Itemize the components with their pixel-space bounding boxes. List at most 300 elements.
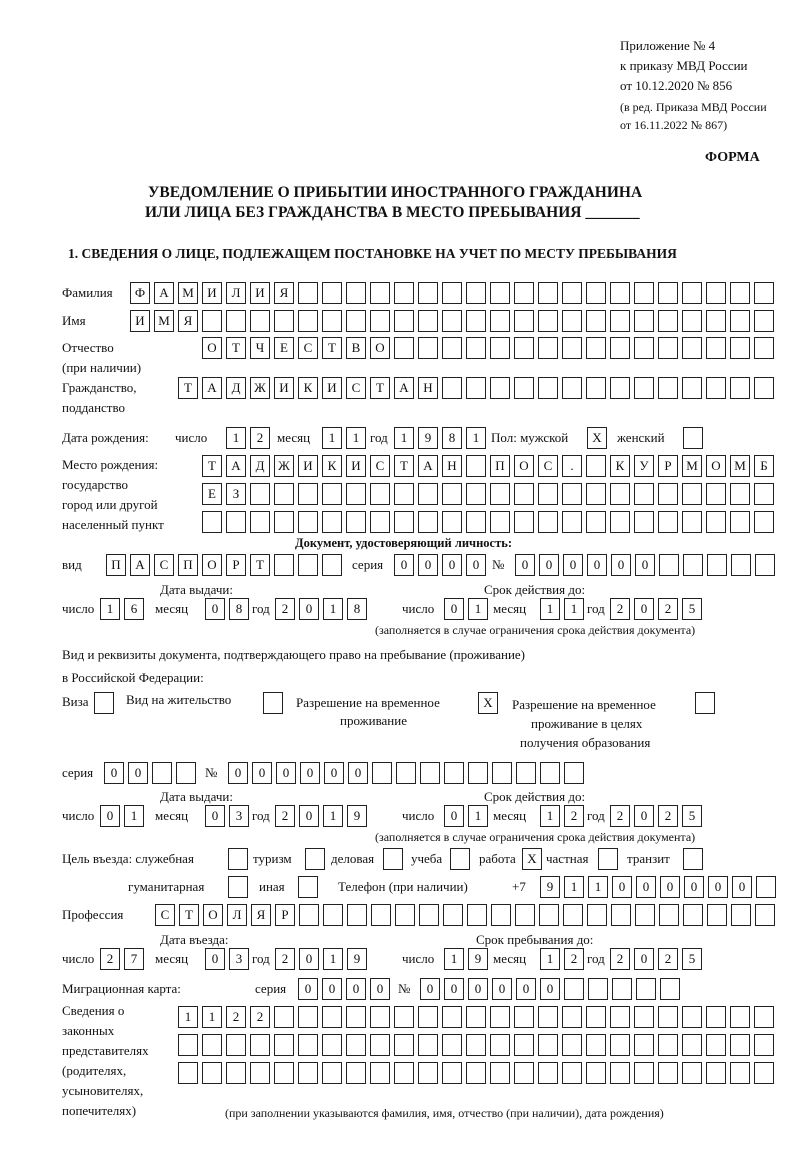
char-box[interactable] [370,282,390,304]
char-box[interactable] [562,1006,582,1028]
char-box[interactable]: М [730,455,750,477]
char-box[interactable] [228,848,248,870]
char-box[interactable] [202,310,222,332]
char-box[interactable] [706,1062,726,1084]
char-box[interactable] [610,310,630,332]
char-box[interactable]: 7 [124,948,144,970]
char-box[interactable] [538,310,558,332]
birthplace-field[interactable] [202,511,774,533]
char-box[interactable]: 0 [612,876,632,898]
char-box[interactable] [250,511,270,533]
char-box[interactable] [394,310,414,332]
char-box[interactable] [490,337,510,359]
char-box[interactable]: А [394,377,414,399]
char-box[interactable]: 0 [348,762,368,784]
char-box[interactable]: И [130,310,150,332]
char-box[interactable]: 1 [202,1006,222,1028]
char-box[interactable] [442,282,462,304]
char-box[interactable] [683,848,703,870]
char-box[interactable] [540,762,560,784]
char-box[interactable]: 0 [468,978,488,1000]
char-box[interactable] [538,483,558,505]
char-box[interactable]: В [346,337,366,359]
purpose-business-checkbox[interactable] [383,848,403,870]
char-box[interactable] [610,511,630,533]
char-box[interactable] [562,282,582,304]
char-box[interactable] [274,310,294,332]
char-box[interactable]: 9 [347,805,367,827]
char-box[interactable] [586,1034,606,1056]
char-box[interactable]: 1 [394,427,414,449]
char-box[interactable] [466,483,486,505]
char-box[interactable]: О [202,337,222,359]
char-box[interactable] [346,1062,366,1084]
char-box[interactable] [564,762,584,784]
char-box[interactable] [515,904,535,926]
char-box[interactable]: А [418,455,438,477]
char-box[interactable]: П [106,554,126,576]
char-box[interactable] [683,427,703,449]
char-box[interactable]: 9 [347,948,367,970]
char-box[interactable]: 9 [418,427,438,449]
char-box[interactable]: 1 [323,948,343,970]
char-box[interactable]: 0 [252,762,272,784]
char-box[interactable]: 0 [442,554,462,576]
char-box[interactable] [370,1006,390,1028]
doc-issue-year-field[interactable] [275,598,367,620]
char-box[interactable] [538,282,558,304]
char-box[interactable] [730,1006,750,1028]
char-box[interactable] [658,310,678,332]
char-box[interactable]: Б [754,455,774,477]
stay-issue-day-field[interactable] [100,805,144,827]
char-box[interactable] [370,483,390,505]
char-box[interactable]: А [202,377,222,399]
stay-issue-year-field[interactable] [275,805,367,827]
char-box[interactable] [250,1034,270,1056]
char-box[interactable]: К [298,377,318,399]
char-box[interactable]: 0 [104,762,124,784]
char-box[interactable] [263,692,283,714]
char-box[interactable] [298,310,318,332]
char-box[interactable] [490,377,510,399]
char-box[interactable]: 0 [394,554,414,576]
char-box[interactable]: 6 [124,598,144,620]
char-box[interactable] [176,762,196,784]
char-box[interactable] [682,1006,702,1028]
char-box[interactable]: 1 [346,427,366,449]
stay-valid-day-field[interactable] [444,805,488,827]
stay-until-year-field[interactable] [610,948,702,970]
char-box[interactable] [514,483,534,505]
char-box[interactable] [754,1034,774,1056]
char-box[interactable]: И [322,377,342,399]
char-box[interactable] [442,483,462,505]
char-box[interactable] [322,282,342,304]
doc-valid-day-field[interactable] [444,598,488,620]
char-box[interactable] [466,337,486,359]
char-box[interactable]: 5 [682,805,702,827]
char-box[interactable]: 2 [250,1006,270,1028]
sex-female-checkbox[interactable] [683,427,703,449]
char-box[interactable]: Ж [274,455,294,477]
char-box[interactable] [658,282,678,304]
char-box[interactable]: 1 [323,805,343,827]
char-box[interactable]: 9 [540,876,560,898]
char-box[interactable]: 0 [205,948,225,970]
char-box[interactable]: 1 [444,948,464,970]
char-box[interactable] [466,511,486,533]
char-box[interactable] [706,282,726,304]
char-box[interactable] [611,904,631,926]
char-box[interactable] [706,1006,726,1028]
char-box[interactable] [610,1034,630,1056]
surname-field[interactable] [130,282,774,304]
char-box[interactable]: 1 [468,805,488,827]
char-box[interactable] [298,282,318,304]
char-box[interactable]: О [706,455,726,477]
char-box[interactable] [563,904,583,926]
char-box[interactable] [346,282,366,304]
char-box[interactable] [514,511,534,533]
char-box[interactable] [466,310,486,332]
stay-issue-month-field[interactable] [205,805,249,827]
char-box[interactable] [418,1006,438,1028]
char-box[interactable] [298,511,318,533]
char-box[interactable]: 0 [346,978,366,1000]
char-box[interactable] [538,1062,558,1084]
char-box[interactable]: 0 [300,762,320,784]
purpose-study-checkbox[interactable] [450,848,470,870]
char-box[interactable] [636,978,656,1000]
char-box[interactable] [756,876,776,898]
char-box[interactable] [468,762,488,784]
char-box[interactable]: О [202,554,222,576]
char-box[interactable] [538,377,558,399]
char-box[interactable] [514,1006,534,1028]
doc-valid-month-field[interactable] [540,598,584,620]
entry-day-field[interactable] [100,948,144,970]
char-box[interactable] [610,483,630,505]
char-box[interactable]: 8 [229,598,249,620]
char-box[interactable]: X [522,848,542,870]
char-box[interactable] [682,1062,702,1084]
char-box[interactable]: 9 [468,948,488,970]
migration-card-series-field[interactable] [298,978,390,1000]
char-box[interactable]: Я [178,310,198,332]
purpose-other-checkbox[interactable] [298,876,318,898]
char-box[interactable] [635,904,655,926]
char-box[interactable]: 0 [611,554,631,576]
char-box[interactable]: 2 [226,1006,246,1028]
char-box[interactable] [250,310,270,332]
char-box[interactable] [443,904,463,926]
char-box[interactable] [658,337,678,359]
char-box[interactable] [634,1034,654,1056]
char-box[interactable] [682,511,702,533]
char-box[interactable] [682,483,702,505]
char-box[interactable] [730,377,750,399]
char-box[interactable] [298,1034,318,1056]
char-box[interactable] [730,483,750,505]
stay-valid-month-field[interactable] [540,805,584,827]
char-box[interactable] [586,511,606,533]
char-box[interactable] [442,1006,462,1028]
char-box[interactable] [322,1006,342,1028]
char-box[interactable]: К [322,455,342,477]
char-box[interactable] [490,1006,510,1028]
char-box[interactable]: 2 [250,427,270,449]
char-box[interactable] [586,337,606,359]
char-box[interactable] [587,904,607,926]
char-box[interactable] [418,282,438,304]
char-box[interactable] [538,337,558,359]
char-box[interactable] [305,848,325,870]
char-box[interactable]: 0 [444,805,464,827]
char-box[interactable]: 0 [299,598,319,620]
char-box[interactable] [598,848,618,870]
char-box[interactable] [346,310,366,332]
char-box[interactable] [730,310,750,332]
char-box[interactable] [298,1062,318,1084]
legal-reps-field[interactable] [178,1034,774,1056]
char-box[interactable]: Т [178,377,198,399]
char-box[interactable]: 2 [100,948,120,970]
char-box[interactable]: П [490,455,510,477]
char-box[interactable] [586,1062,606,1084]
char-box[interactable]: 2 [610,805,630,827]
char-box[interactable] [250,483,270,505]
char-box[interactable]: С [346,377,366,399]
char-box[interactable]: 3 [229,805,249,827]
char-box[interactable]: Р [226,554,246,576]
char-box[interactable] [226,310,246,332]
legal-reps-field[interactable] [178,1062,774,1084]
char-box[interactable] [250,1062,270,1084]
char-box[interactable]: Н [418,377,438,399]
char-box[interactable]: 2 [564,805,584,827]
char-box[interactable] [514,1062,534,1084]
char-box[interactable]: 0 [298,978,318,1000]
char-box[interactable] [178,1062,198,1084]
char-box[interactable] [322,554,342,576]
char-box[interactable]: 2 [658,805,678,827]
char-box[interactable]: 0 [540,978,560,1000]
char-box[interactable]: 1 [468,598,488,620]
char-box[interactable]: 2 [275,948,295,970]
char-box[interactable]: 0 [563,554,583,576]
char-box[interactable]: 2 [610,598,630,620]
char-box[interactable] [707,904,727,926]
char-box[interactable] [586,377,606,399]
temporary-residence-checkbox[interactable] [478,692,498,714]
char-box[interactable] [418,511,438,533]
char-box[interactable] [370,1062,390,1084]
char-box[interactable] [658,1062,678,1084]
char-box[interactable]: 0 [660,876,680,898]
char-box[interactable] [610,377,630,399]
char-box[interactable]: 0 [732,876,752,898]
char-box[interactable] [466,282,486,304]
char-box[interactable] [754,1006,774,1028]
char-box[interactable] [466,377,486,399]
char-box[interactable]: А [130,554,150,576]
char-box[interactable]: Т [394,455,414,477]
char-box[interactable]: 0 [635,554,655,576]
purpose-private-checkbox[interactable] [598,848,618,870]
char-box[interactable]: У [634,455,654,477]
entry-year-field[interactable] [275,948,367,970]
char-box[interactable] [298,483,318,505]
char-box[interactable] [226,1062,246,1084]
char-box[interactable]: 0 [205,805,225,827]
char-box[interactable]: З [226,483,246,505]
char-box[interactable] [444,762,464,784]
doc-series-field[interactable] [394,554,486,576]
char-box[interactable]: X [587,427,607,449]
char-box[interactable] [754,483,774,505]
char-box[interactable] [298,554,318,576]
purpose-humanitarian-checkbox[interactable] [228,876,248,898]
char-box[interactable]: 0 [634,805,654,827]
char-box[interactable]: 8 [347,598,367,620]
doc-valid-year-field[interactable] [610,598,702,620]
char-box[interactable]: 0 [516,978,536,1000]
char-box[interactable]: Е [274,337,294,359]
char-box[interactable] [682,310,702,332]
char-box[interactable] [274,554,294,576]
char-box[interactable] [730,1034,750,1056]
char-box[interactable] [394,282,414,304]
char-box[interactable] [226,1034,246,1056]
char-box[interactable]: Д [226,377,246,399]
char-box[interactable] [322,1034,342,1056]
char-box[interactable] [634,483,654,505]
char-box[interactable]: 1 [323,598,343,620]
char-box[interactable] [418,1034,438,1056]
char-box[interactable] [586,483,606,505]
char-box[interactable] [682,1034,702,1056]
char-box[interactable] [346,1034,366,1056]
char-box[interactable]: 2 [275,598,295,620]
char-box[interactable] [634,1006,654,1028]
char-box[interactable] [538,511,558,533]
char-box[interactable] [539,904,559,926]
char-box[interactable] [419,904,439,926]
char-box[interactable]: С [538,455,558,477]
char-box[interactable] [634,310,654,332]
phone-field[interactable] [540,876,776,898]
char-box[interactable]: Т [179,904,199,926]
char-box[interactable]: К [610,455,630,477]
char-box[interactable] [538,1034,558,1056]
char-box[interactable] [178,1034,198,1056]
char-box[interactable] [490,282,510,304]
char-box[interactable] [659,904,679,926]
char-box[interactable] [562,1062,582,1084]
char-box[interactable] [754,1062,774,1084]
char-box[interactable] [372,762,392,784]
char-box[interactable]: 3 [229,948,249,970]
char-box[interactable]: А [226,455,246,477]
char-box[interactable]: 0 [205,598,225,620]
birth-year-field[interactable] [394,427,486,449]
char-box[interactable]: 1 [540,598,560,620]
char-box[interactable]: Р [658,455,678,477]
char-box[interactable] [274,1006,294,1028]
char-box[interactable]: Р [275,904,295,926]
char-box[interactable] [298,876,318,898]
char-box[interactable] [706,310,726,332]
char-box[interactable]: . [562,455,582,477]
char-box[interactable]: 1 [178,1006,198,1028]
char-box[interactable] [660,978,680,1000]
char-box[interactable] [346,511,366,533]
residence-permit-checkbox[interactable] [263,692,283,714]
char-box[interactable] [682,282,702,304]
char-box[interactable] [299,904,319,926]
char-box[interactable]: 1 [466,427,486,449]
char-box[interactable] [442,337,462,359]
char-box[interactable]: 0 [299,948,319,970]
char-box[interactable] [731,554,751,576]
char-box[interactable] [754,310,774,332]
char-box[interactable]: М [682,455,702,477]
char-box[interactable]: 0 [515,554,535,576]
char-box[interactable] [347,904,367,926]
birth-month-field[interactable] [322,427,366,449]
temporary-residence-education-checkbox[interactable] [695,692,715,714]
char-box[interactable]: 0 [370,978,390,1000]
char-box[interactable] [371,904,391,926]
char-box[interactable]: 0 [299,805,319,827]
stay-valid-year-field[interactable] [610,805,702,827]
char-box[interactable] [394,483,414,505]
char-box[interactable] [610,1006,630,1028]
char-box[interactable] [450,848,470,870]
char-box[interactable]: 0 [539,554,559,576]
char-box[interactable] [395,904,415,926]
char-box[interactable] [490,310,510,332]
char-box[interactable] [274,511,294,533]
char-box[interactable]: С [154,554,174,576]
char-box[interactable] [658,483,678,505]
char-box[interactable]: 0 [100,805,120,827]
char-box[interactable] [562,483,582,505]
char-box[interactable] [370,511,390,533]
char-box[interactable]: Т [322,337,342,359]
char-box[interactable] [658,511,678,533]
char-box[interactable]: 0 [322,978,342,1000]
char-box[interactable] [588,978,608,1000]
char-box[interactable]: Т [370,377,390,399]
char-box[interactable]: 0 [420,978,440,1000]
char-box[interactable]: П [178,554,198,576]
char-box[interactable] [658,1006,678,1028]
char-box[interactable] [490,1034,510,1056]
char-box[interactable] [418,483,438,505]
char-box[interactable]: И [202,282,222,304]
char-box[interactable] [586,310,606,332]
char-box[interactable]: 0 [276,762,296,784]
char-box[interactable]: М [178,282,198,304]
char-box[interactable] [394,511,414,533]
char-box[interactable] [202,511,222,533]
char-box[interactable] [682,377,702,399]
char-box[interactable]: 0 [636,876,656,898]
char-box[interactable]: М [154,310,174,332]
sex-male-checkbox[interactable] [587,427,607,449]
